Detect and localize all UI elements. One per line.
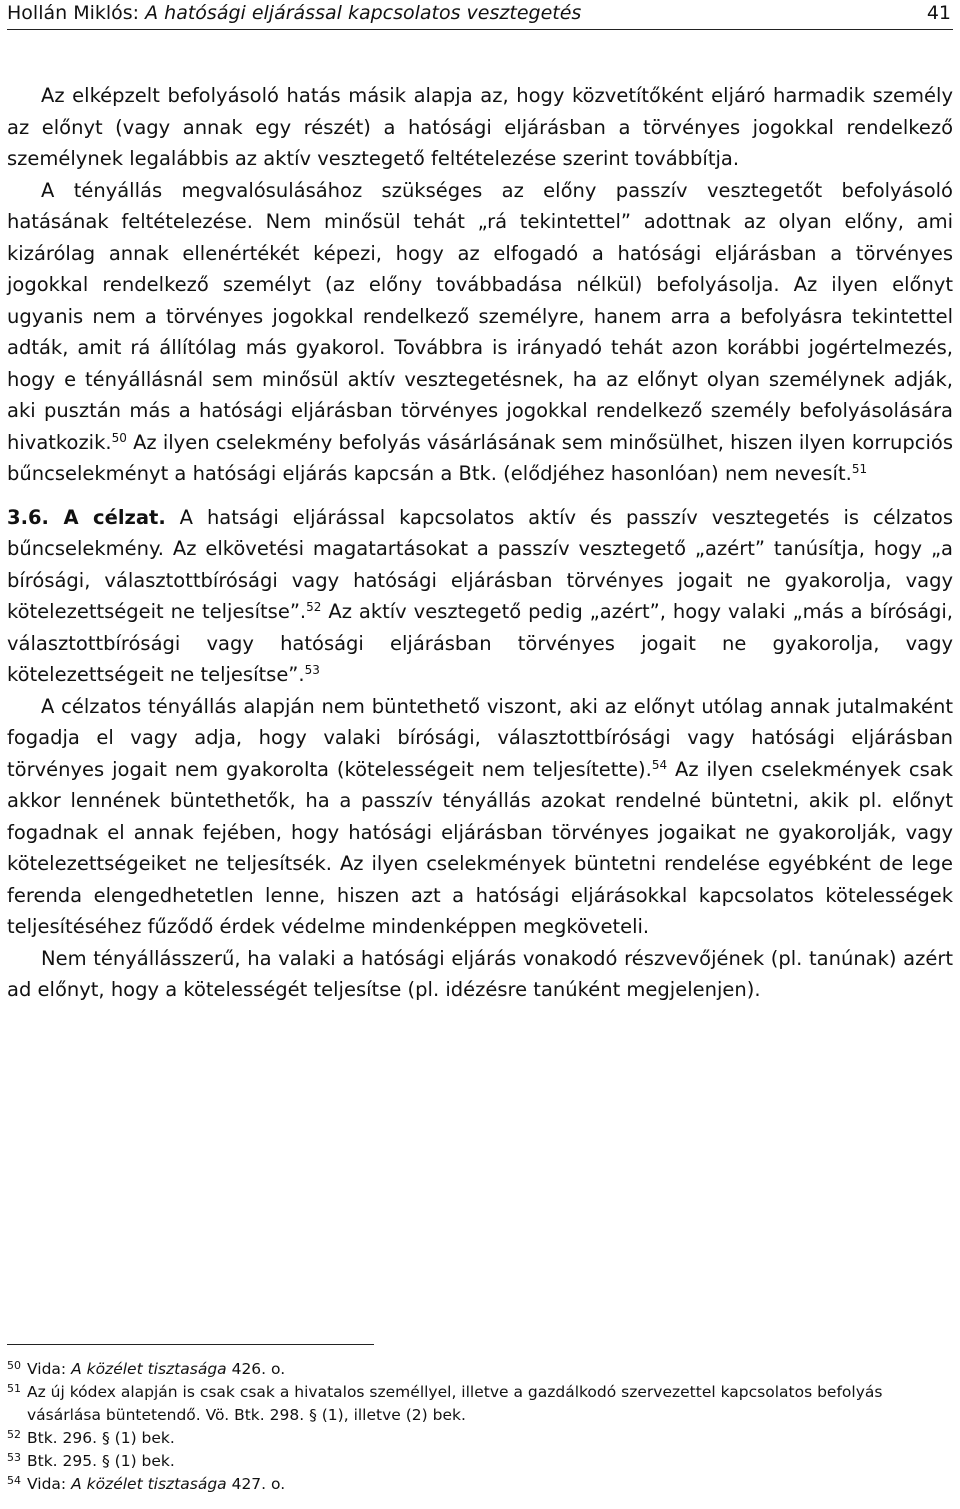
footnote-ref-53[interactable]: 53 <box>304 663 320 677</box>
paragraph-4-text-b: Az ilyen cselekmények csak akkor lennének büntethetők, ha a passzív tényállás azokat rendelné büntetni, akik pl. előnyt fogadnak el annak fejében, hogy hatósági eljárásban törvényes jogaikat ne gyakorolják, vagy kötelezettségeiket ne teljesítsék. Az ilyen cselekmények büntetni rendelése egyébként de lege ferenda elengedhetetlen lenne, hiszen azt a hatósági eljárásokkal kapcsolatos kötelességek teljesítéséhez fűződő érdek védelme mindenképpen megköveteli. <box>7 757 953 938</box>
footnote-ref-50[interactable]: 50 <box>111 430 127 445</box>
footnote-number: 51 <box>7 1382 21 1395</box>
body-text <box>7 80 953 1006</box>
footnote-number: 52 <box>7 1428 21 1441</box>
section-heading: 3.6. A célzat. <box>7 505 166 529</box>
header-title: A hatósági eljárással kapcsolatos vesztegetés <box>145 2 582 24</box>
paragraph-2-text-b: Az ilyen cselekmény befolyás vásárlásának sem minősülhet, hiszen ilyen korrupciós bűncselekményt a hatósági eljárás kapcsán a Btk. (elődjéhez hasonlóan) nem nevesít. <box>7 430 954 485</box>
footnote-53 <box>7 1450 953 1473</box>
footnote-text: Az új kódex alapján is csak csak a hivatalos személlyel, illetve a gazdálkodó szervezettel kapcsolatos befolyás vásárlása büntetendő. Vö. Btk. 298. § (1), illetve (2) bek. <box>27 1383 883 1424</box>
paragraph-2-text-a: A tényállás megvalósulásához szükséges az előny passzív vesztegetőt befolyásoló hatásának feltételezése. Nem minősül tehát „rá tekintettel” adottnak az olyan előny, ami kizárólag annak ellenértékét képezi, hogy az elfogadó a hatósági eljárásban a törvényes jogokkal rendelkező személyt (az előny továbbadása nélkül) befolyásolja. Az ilyen előnyt ugyanis nem a törvényes jogokkal rendelkező személyre, hanem arra a befolyásra tekintettel adták, amit rá állítólag más gyakorol. Továbbra is irányadó tehát azon korábbi jogértelmezés, hogy e tényállásnál sem minősül aktív vesztegetésnek, ha az előnyt olyan személynek adják, aki pusztán más a hatósági eljárásban törvényes jogokkal rendelkező személy befolyásolására hivatkozik. <box>7 178 953 454</box>
footnote-text: 427. o. <box>226 1475 286 1493</box>
footnote-51 <box>7 1381 953 1427</box>
paragraph-2 <box>7 175 953 490</box>
paragraph-3-text-b: Az aktív vesztegető pedig „azért”, hogy valaki „más a bírósági, választottbírósági vagy hatósági eljárásban törvényes jogait ne gyakorolja, vagy kötelezettségeit ne teljesítse”. <box>7 600 953 686</box>
header-author: Hollán Miklós: <box>7 2 140 24</box>
paragraph-4 <box>7 691 953 943</box>
footnote-52 <box>7 1427 953 1450</box>
footnote-text: Btk. 295. § (1) bek. <box>27 1452 175 1470</box>
page-header <box>7 0 953 28</box>
paragraph-3 <box>7 502 953 691</box>
footnote-text: Btk. 296. § (1) bek. <box>27 1429 175 1447</box>
footnote-ref-51[interactable]: 51 <box>851 462 868 476</box>
running-title <box>7 0 581 26</box>
footnote-54 <box>7 1473 953 1496</box>
paragraph-5: Nem tényállásszerű, ha valaki a hatósági eljárás vonakodó részvevőjének (pl. tanúnak) azért ad előnyt, hogy a kötelességét teljesítse (pl. idézésre tanúként megjelenjen). <box>7 946 953 1001</box>
footnote-ref-54[interactable]: 54 <box>651 757 668 772</box>
footnote-italic: A közélet tisztasága <box>71 1475 227 1493</box>
page-number: 41 <box>926 2 951 24</box>
footnote-ref-52[interactable]: 52 <box>306 600 322 614</box>
footnote-number: 54 <box>7 1474 21 1487</box>
footnote-50 <box>7 1358 953 1381</box>
footnote-number: 53 <box>7 1451 21 1464</box>
footnote-text: 426. o. <box>226 1360 286 1378</box>
footnotes <box>7 1358 953 1496</box>
paragraph-1: Az elképzelt befolyásoló hatás másik alapja az, hogy közvetítőként eljáró harmadik személy az előnyt (vagy annak egy részét) a hatósági eljárásban a törvényes jogokkal rendelkező személynek legalábbis az aktív vesztegető feltételezése szerint továbbítja. <box>7 84 953 170</box>
footnote-text: Vida: <box>27 1360 72 1378</box>
footnote-text: Vida: <box>27 1475 72 1493</box>
paragraph-4-text-a: A célzatos tényállás alapján nem büntethető viszont, aki az előnyt utólag annak jutalmaként fogadja el vagy adja, hogy valaki bírósági, választottbírósági vagy hatósági eljárásban törvényes jogait nem gyakorolta (kötelességeit nem teljesítette). <box>7 694 953 781</box>
footnote-number: 50 <box>7 1359 21 1372</box>
paragraph-3-text-a: A hatsági eljárással kapcsolatos aktív és passzív vesztegetés is célzatos bűncselekmény. Az elkövetési magatartásokat a passzív vesztegető „azért” tanúsítja, hogy „a bírósági, választottbírósági vagy hatósági eljárásban törvényes jogait ne gyakorolja, vagy kötelezettségeit ne teljesítse”. <box>7 505 953 623</box>
footnote-separator <box>7 1344 374 1345</box>
footnote-italic: A közélet tisztasága <box>71 1360 227 1378</box>
header-rule <box>7 29 953 30</box>
